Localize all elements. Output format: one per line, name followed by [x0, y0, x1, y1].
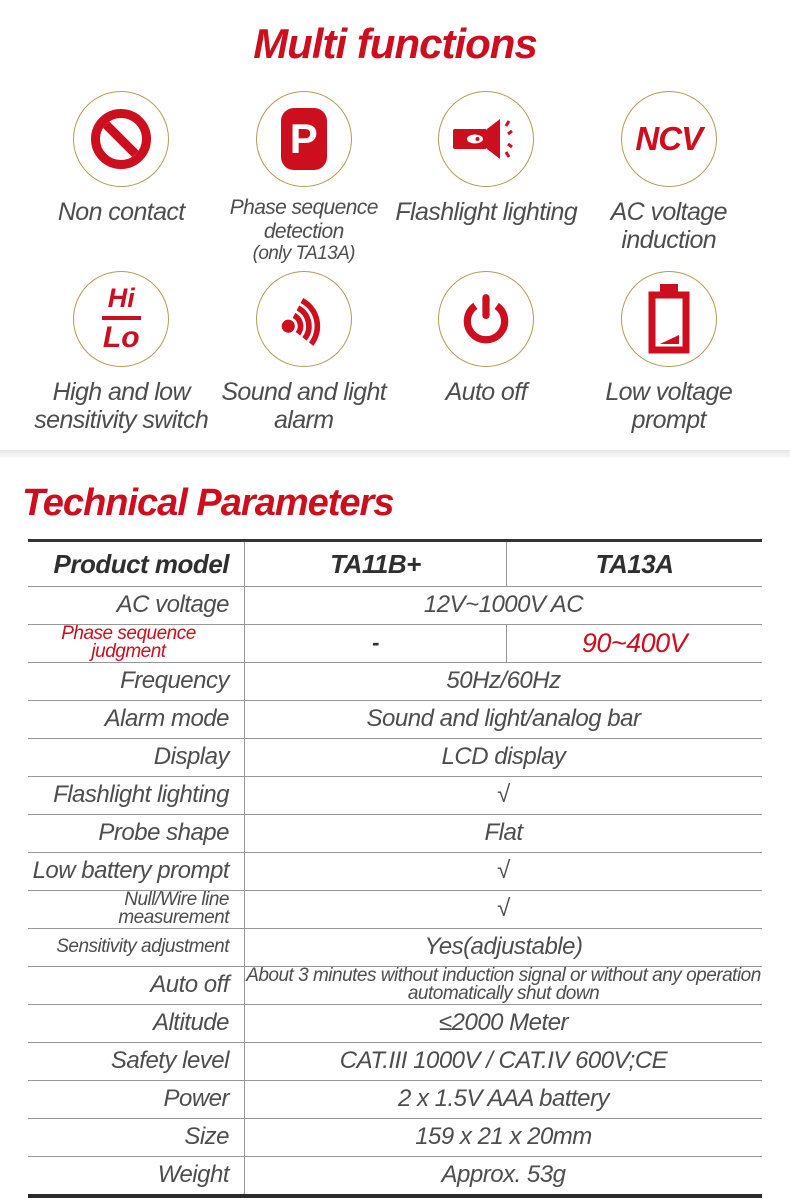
flashlight-icon: [438, 91, 534, 187]
spec-table: [28, 539, 762, 1198]
table-row: AC voltage 12V~1000V AC: [28, 586, 762, 624]
table-row: Power 2 x 1.5V AAA battery: [28, 1080, 762, 1118]
power-icon: [438, 271, 534, 367]
table-row: Weight Approx. 53g: [28, 1156, 762, 1194]
feature-auto-off: [395, 271, 578, 434]
feature-label: Flashlight lighting: [395, 198, 578, 227]
table-row: Frequency 50Hz/60Hz: [28, 662, 762, 700]
multi-functions-section: [0, 0, 790, 450]
header-ta11b: TA11B+: [245, 542, 507, 586]
table-row: Phase sequence judgment - 90~400V: [28, 624, 762, 662]
feature-non-contact: [30, 91, 213, 271]
table-row: Safety level CAT.III 1000V / CAT.IV 600V;CE: [28, 1042, 762, 1080]
table-row: Probe shape Flat: [28, 814, 762, 852]
feature-sound-alarm: [213, 271, 396, 434]
no-entry-icon: [73, 91, 169, 187]
table-row: Display LCD display: [28, 738, 762, 776]
section-divider: [0, 450, 790, 458]
table-row: Auto off About 3 minutes without induction signal or without any operation automatically shut down: [28, 966, 762, 1004]
feature-label: High and low sensitivity switch: [34, 378, 209, 435]
feature-label: Low voltage prompt: [605, 378, 733, 435]
table-row: Low battery prompt √: [28, 852, 762, 890]
phase-p-icon: P: [256, 91, 352, 187]
table-row: Altitude ≤2000 Meter: [28, 1004, 762, 1042]
feature-ncv: [578, 91, 761, 271]
technical-parameters-section: [0, 458, 790, 1198]
table-row: Alarm mode Sound and light/analog bar: [28, 700, 762, 738]
feature-sublabel: (only TA13A): [252, 243, 355, 265]
feature-phase-sequence: [213, 91, 396, 271]
feature-low-voltage: [578, 271, 761, 434]
header-product-model: Product model: [28, 542, 245, 586]
feature-label: Sound and light alarm: [221, 378, 387, 435]
feature-label: Phase sequence detection (only TA13A): [213, 196, 396, 264]
feature-label: AC voltage induction: [610, 198, 727, 255]
feature-flashlight: [395, 91, 578, 271]
hi-lo-icon: Hi Lo: [73, 271, 169, 367]
feature-hi-lo: [30, 271, 213, 434]
technical-parameters-title: Technical Parameters: [22, 482, 394, 524]
feature-label: Auto off: [445, 378, 527, 407]
feature-grid: [0, 91, 790, 434]
multi-functions-title: Multi functions: [253, 20, 537, 67]
table-row: Flashlight lighting √: [28, 776, 762, 814]
ncv-icon: NCV: [621, 91, 717, 187]
feature-label: Non contact: [57, 198, 185, 227]
table-header-row: [28, 542, 762, 586]
battery-low-icon: [621, 271, 717, 367]
header-ta13a: TA13A: [595, 548, 674, 579]
table-row: Size 159 x 21 x 20mm: [28, 1118, 762, 1156]
table-row: Null/Wire line measurement √: [28, 890, 762, 928]
sound-wave-icon: [256, 271, 352, 367]
table-row: Sensitivity adjustment Yes(adjustable): [28, 928, 762, 966]
